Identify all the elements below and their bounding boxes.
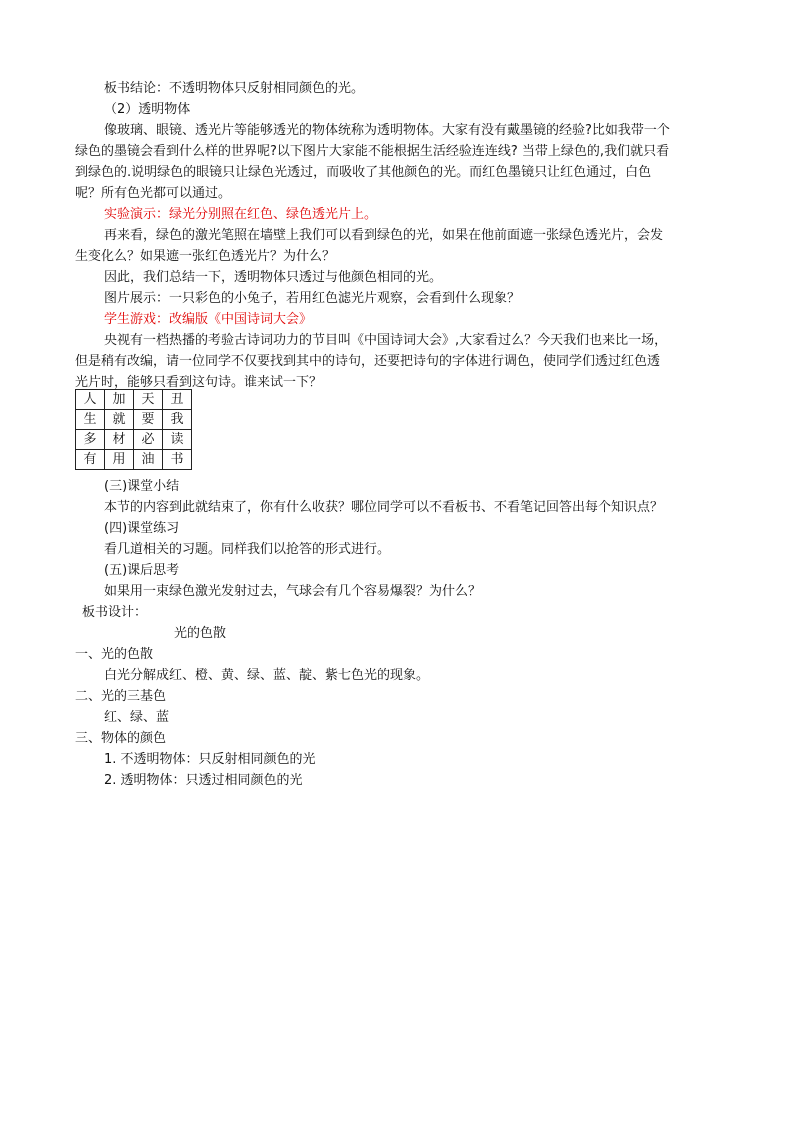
student-game-heading: 学生游戏：改编版《中国诗词大会》 <box>104 312 313 327</box>
table-row <box>76 450 192 470</box>
outline-heading-1: 一、光的色散 <box>75 647 154 662</box>
paragraph-line: 但是稍有改编，请一位同学不仅要找到其中的诗句，还要把诗句的字体进行调色，使同学们透过红色透 <box>75 354 661 369</box>
paragraph-line: 如果用一束绿色激光发射过去，气球会有几个容易爆裂？为什么？ <box>104 584 482 599</box>
paragraph-line: 再来看，绿色的激光笔照在墙壁上我们可以看到绿色的光，如果在他前面遮一张绿色透光片，会发 <box>104 228 664 243</box>
paragraph-line: 看几道相关的习题。同样我们以抢答的形式进行。 <box>104 542 391 557</box>
outline-list-item: 2. 透明物体：只透过相同颜色的光 <box>104 773 303 788</box>
table-cell: 天 <box>134 390 163 410</box>
paragraph-line: 光片时，能够只看到这句诗。谁来试一下？ <box>75 375 323 390</box>
table-row <box>76 410 192 430</box>
outline-item: 红、绿、蓝 <box>104 710 170 725</box>
table-cell: 人 <box>76 390 105 410</box>
table-cell: 多 <box>76 430 105 450</box>
paragraph-line: 到绿色的.说明绿色的眼镜只让绿色光透过，而吸收了其他颜色的光。而红色墨镜只让红色通过，白色 <box>75 165 652 180</box>
board-conclusion: 板书结论：不透明物体只反射相同颜色的光。 <box>104 81 365 96</box>
paragraph-line: 呢？所有色光都可以通过。 <box>75 186 232 201</box>
section-transparent-objects: （2）透明物体 <box>104 102 191 117</box>
table-cell: 读 <box>163 430 192 450</box>
experiment-demo-heading: 实验演示：绿光分别照在红色、绿色透光片上。 <box>104 207 378 222</box>
table-row <box>76 390 192 410</box>
table-cell: 我 <box>163 410 192 430</box>
outline-list-item: 1. 不透明物体：只反射相同颜色的光 <box>104 752 316 767</box>
table-cell: 油 <box>134 450 163 470</box>
table-cell: 用 <box>105 450 134 470</box>
poem-grid-table <box>75 389 192 470</box>
table-row <box>76 430 192 450</box>
paragraph-line: 因此，我们总结一下，透明物体只透过与他颜色相同的光。 <box>104 270 443 285</box>
board-title: 光的色散 <box>174 626 227 641</box>
table-cell: 要 <box>134 410 163 430</box>
paragraph-line: 像玻璃、眼镜、透光片等能够透光的物体统称为透明物体。大家有没有戴墨镜的经验?比如我带一个 <box>104 123 670 138</box>
table-cell: 有 <box>76 450 105 470</box>
table-cell: 必 <box>134 430 163 450</box>
table-cell: 生 <box>76 410 105 430</box>
section-class-summary: (三)课堂小结 <box>104 479 180 494</box>
paragraph-line: 本节的内容到此就结束了，你有什么收获？哪位同学可以不看板书、不看笔记回答出每个知识点？ <box>104 500 664 515</box>
paragraph-line: 绿色的墨镜会看到什么样的世界呢?以下图片大家能不能根据生活经验连连线? 当带上绿色的,我们就只看 <box>75 144 670 159</box>
table-cell: 书 <box>163 450 192 470</box>
paragraph-line: 央视有一档热播的考验古诗词功力的节目叫《中国诗词大会》,大家看过么？今天我们也来比一场， <box>104 333 668 348</box>
table-cell: 材 <box>105 430 134 450</box>
board-design-label: 板书设计： <box>82 605 148 620</box>
outline-heading-2: 二、光的三基色 <box>75 689 167 704</box>
section-after-class-thinking: (五)课后思考 <box>104 563 180 578</box>
outline-item: 白光分解成红、橙、黄、绿、蓝、靛、紫七色光的现象。 <box>104 668 430 683</box>
table-cell: 丑 <box>163 390 192 410</box>
table-cell: 加 <box>105 390 134 410</box>
paragraph-line: 生变化么？如果遮一张红色透光片？为什么？ <box>75 249 336 264</box>
paragraph-line: 图片展示：一只彩色的小兔子，若用红色滤光片观察，会看到什么现象？ <box>104 291 521 306</box>
outline-heading-3: 三、物体的颜色 <box>75 731 167 746</box>
table-cell: 就 <box>105 410 134 430</box>
section-class-practice: (四)课堂练习 <box>104 521 180 536</box>
